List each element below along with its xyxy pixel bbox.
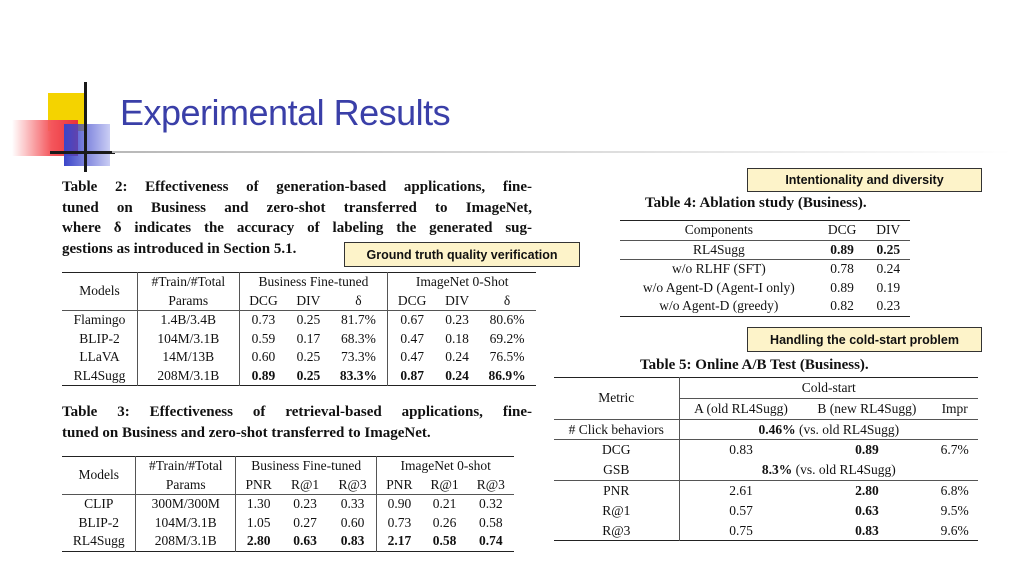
t5-header-impr: Impr <box>941 400 968 416</box>
table5 <box>554 377 978 541</box>
table3-caption-line: tuned on Business and zero-shot transferred to ImageNet. <box>62 424 431 441</box>
table-row <box>554 480 978 500</box>
cell: 0.26 <box>432 514 457 530</box>
cell: DCG <box>554 440 679 460</box>
table3-caption-line: Table 3: Effectiveness of retrieval-based applications, fine- <box>62 404 532 420</box>
cell: 6.8% <box>940 482 969 498</box>
cell: # Click behaviors <box>554 419 679 440</box>
cell: 0.87 <box>400 367 424 383</box>
t3-header-r1: R@1 <box>430 476 459 492</box>
cell: 208M/3.1B <box>137 367 239 386</box>
table-row <box>554 521 978 541</box>
t4-header-dcg: DCG <box>827 222 857 237</box>
cell: 0.75 <box>729 522 753 538</box>
cell: 0.25 <box>296 349 321 364</box>
t3-header-train: #Train/#Total <box>136 457 236 476</box>
cell: 0.67 <box>400 312 424 327</box>
cell: RL4Sugg <box>692 241 745 257</box>
cell: R@3 <box>554 521 679 541</box>
cell: 86.9% <box>488 367 526 383</box>
cell: 300M/300M <box>136 495 236 514</box>
cell: 81.7% <box>330 311 388 330</box>
t3-header-r3: R@3 <box>329 476 377 495</box>
cell: CLIP <box>62 495 136 514</box>
t5-header-cold-start: Cold-start <box>679 378 978 399</box>
t2-header-train: #Train/#Total <box>137 273 239 292</box>
cell: 1.30 <box>246 496 271 511</box>
t2-header-params: Params <box>137 292 239 311</box>
cell: 0.33 <box>329 495 377 514</box>
t2-header-delta: δ <box>503 292 511 308</box>
click-note: (vs. old RL4Sugg) <box>795 421 900 437</box>
cell: 208M/3.1B <box>136 532 236 551</box>
cell: 0.24 <box>445 367 469 383</box>
cell: 0.63 <box>293 533 317 548</box>
t2-header-dcg: DCG <box>397 292 427 308</box>
t3-header-r1: R@1 <box>290 476 320 492</box>
cell: BLIP-2 <box>62 330 137 349</box>
t3-header-r3: R@3 <box>476 476 505 492</box>
cell <box>679 460 978 480</box>
t3-header-pnr: PNR <box>245 476 272 492</box>
cell: 0.89 <box>855 442 879 458</box>
cell: GSB <box>554 460 679 480</box>
t3-header-models: Models <box>62 457 136 495</box>
title-underline <box>112 151 1012 153</box>
cell: w/o Agent-D (Agent-I only) <box>642 279 795 295</box>
t5-header-b: B (new RL4Sugg) <box>817 400 917 416</box>
cell: 0.59 <box>251 330 276 346</box>
cell: 0.18 <box>445 330 469 346</box>
cell: 0.25 <box>296 312 321 327</box>
t2-header-div: DIV <box>296 292 321 308</box>
table-row <box>62 330 536 349</box>
cell: 0.89 <box>251 367 276 383</box>
t4-header-div: DIV <box>876 222 901 237</box>
callout-ground-truth: Ground truth quality verification <box>344 242 580 267</box>
cell: 73.3% <box>330 348 388 367</box>
cell: BLIP-2 <box>62 514 136 533</box>
cell: 76.5% <box>489 349 525 364</box>
table3 <box>62 456 514 552</box>
cell: 0.73 <box>251 312 276 327</box>
cell: 9.6% <box>940 522 969 538</box>
cell: 0.60 <box>329 514 377 533</box>
table-row <box>554 419 978 440</box>
cell: Flamingo <box>62 311 137 330</box>
cell: 2.61 <box>729 482 753 498</box>
cell: 0.74 <box>479 533 503 548</box>
cell: w/o Agent-D (greedy) <box>659 298 779 313</box>
table-row <box>554 460 978 480</box>
cell: RL4Sugg <box>62 367 137 386</box>
t3-header-business: Business Fine-tuned <box>236 457 377 476</box>
t2-header-div: DIV <box>445 292 470 308</box>
logo-blue-square <box>64 124 110 166</box>
cell: 0.78 <box>830 261 854 276</box>
table2-caption-line: gestions as introduced in Section 5.1. <box>62 240 297 257</box>
cell: PNR <box>554 480 679 500</box>
table2-caption-line: tuned on Business and zero-shot transferred to ImageNet, <box>62 199 532 216</box>
cell: 0.23 <box>876 298 901 313</box>
cell: 68.3% <box>330 330 388 349</box>
t3-header-pnr: PNR <box>386 476 413 492</box>
cell: 2.80 <box>855 482 879 498</box>
cell: 2.17 <box>387 533 412 548</box>
cell: 0.23 <box>293 496 317 511</box>
table2-caption-line: where δ indicates the accuracy of labeling the generated sug- <box>62 220 532 236</box>
cell: 9.5% <box>940 502 969 518</box>
t5-header-metric: Metric <box>554 378 679 420</box>
table-row <box>62 311 536 330</box>
cell: 80.6% <box>489 312 525 327</box>
table5-caption: Table 5: Online A/B Test (Business). <box>640 357 869 373</box>
cell: 2.80 <box>246 533 271 548</box>
t3-header-imagenet: ImageNet 0-shot <box>400 458 491 473</box>
t2-header-delta: δ <box>330 292 388 311</box>
cell: 0.21 <box>432 496 457 511</box>
cell: 0.63 <box>855 502 879 518</box>
cell: 0.83 <box>329 532 377 551</box>
cell: 0.90 <box>387 496 412 511</box>
cell: 0.73 <box>387 514 412 530</box>
cell: 0.47 <box>400 349 424 364</box>
table-row <box>62 367 536 386</box>
cell: 0.89 <box>830 241 854 257</box>
table-row <box>62 348 536 367</box>
table-row <box>620 240 910 260</box>
cell: 0.83 <box>729 442 753 458</box>
logo-vertical-line <box>84 82 87 172</box>
cell: 0.23 <box>445 312 469 327</box>
cell: 0.25 <box>296 367 321 383</box>
t2-header-imagenet: ImageNet 0-Shot <box>415 274 509 289</box>
cell: 69.2% <box>489 330 525 346</box>
table-row <box>620 279 910 298</box>
cell: 0.19 <box>876 279 901 295</box>
table-row <box>62 532 514 551</box>
table4 <box>620 220 910 317</box>
cell: 0.32 <box>479 496 503 511</box>
cell: RL4Sugg <box>62 532 136 551</box>
table-row <box>62 514 514 533</box>
slide-title: Experimental Results <box>120 92 451 133</box>
cell: 104M/3.1B <box>136 514 236 533</box>
cell: w/o RLHF (SFT) <box>671 261 766 276</box>
cell: 0.83 <box>855 522 879 538</box>
cell: 14M/13B <box>137 348 239 367</box>
cell: 0.82 <box>830 298 854 313</box>
cell: 1.05 <box>246 514 271 530</box>
table-row <box>554 501 978 521</box>
cell: 104M/3.1B <box>137 330 239 349</box>
cell: 0.24 <box>445 349 469 364</box>
callout-intentionality: Intentionality and diversity <box>747 168 982 192</box>
cell: 0.25 <box>876 241 901 257</box>
table-row <box>554 440 978 460</box>
cell: 6.7% <box>940 442 969 458</box>
table3-caption <box>62 402 532 443</box>
gsb-value: 8.3% <box>761 462 793 478</box>
t3-header-params: Params <box>136 476 236 495</box>
t2-header-business: Business Fine-tuned <box>239 273 388 292</box>
table2 <box>62 272 536 386</box>
table-row <box>620 297 910 316</box>
cell: 0.58 <box>432 533 457 548</box>
callout-cold-start: Handling the cold-start problem <box>747 327 982 352</box>
gsb-note: (vs. old RL4Sugg) <box>792 462 896 478</box>
cell <box>679 419 978 440</box>
cell: 0.17 <box>296 330 321 346</box>
table4-caption: Table 4: Ablation study (Business). <box>645 195 867 211</box>
cell: 1.4B/3.4B <box>137 311 239 330</box>
cell: 0.89 <box>830 279 854 295</box>
t2-header-models: Models <box>62 273 137 311</box>
cell: 0.60 <box>251 349 276 364</box>
t2-header-dcg: DCG <box>249 292 278 308</box>
click-value: 0.46% <box>758 421 796 437</box>
logo-horizontal-line <box>50 151 115 154</box>
table-row <box>62 495 514 514</box>
cell: 0.57 <box>729 502 753 518</box>
cell: 0.58 <box>479 514 503 530</box>
t5-header-a: A (old RL4Sugg) <box>694 400 788 416</box>
cell: 0.24 <box>876 261 901 276</box>
table2-caption-line: Table 2: Effectiveness of generation-based applications, fine- <box>62 179 532 195</box>
cell: R@1 <box>554 501 679 521</box>
cell: 83.3% <box>330 367 388 386</box>
cell: LLaVA <box>62 348 137 367</box>
t4-header-components: Components <box>684 222 753 237</box>
table-row <box>620 260 910 279</box>
cell: 0.47 <box>400 330 424 346</box>
cell: 0.27 <box>293 514 317 530</box>
